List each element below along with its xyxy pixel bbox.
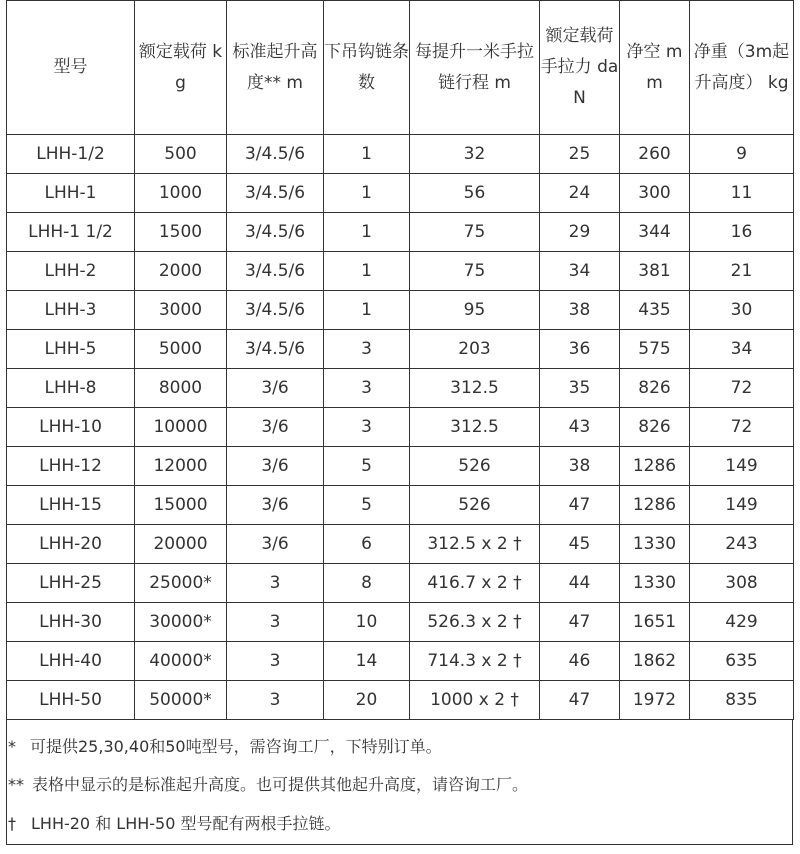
footnote-mark: † <box>8 814 16 833</box>
header-headroom: 净空 mm <box>620 1 690 135</box>
cell-hand-chain-travel: 416.7 x 2 † <box>410 564 540 603</box>
cell-net-weight: 635 <box>690 642 794 681</box>
cell-chain-falls: 5 <box>324 486 410 525</box>
cell-headroom: 1286 <box>620 447 690 486</box>
table-row <box>7 135 794 174</box>
cell-lift-height: 3/4.5/6 <box>227 291 324 330</box>
footnote-item <box>7 734 442 757</box>
spec-table-container <box>6 0 793 845</box>
cell-hand-pull: 34 <box>540 252 620 291</box>
cell-rated-load: 3000 <box>135 291 227 330</box>
cell-rated-load: 20000 <box>135 525 227 564</box>
cell-lift-height: 3/6 <box>227 486 324 525</box>
cell-lift-height: 3 <box>227 642 324 681</box>
cell-rated-load: 8000 <box>135 369 227 408</box>
cell-hand-chain-travel: 95 <box>410 291 540 330</box>
cell-model: LHH-2 <box>7 252 135 291</box>
cell-model: LHH-1 <box>7 174 135 213</box>
cell-chain-falls: 1 <box>324 252 410 291</box>
cell-rated-load: 10000 <box>135 408 227 447</box>
cell-net-weight: 16 <box>690 213 794 252</box>
cell-chain-falls: 3 <box>324 369 410 408</box>
header-hand-chain-travel: 每提升一米手拉链行程 m <box>410 1 540 135</box>
cell-model: LHH-5 <box>7 330 135 369</box>
cell-model: LHH-1 1/2 <box>7 213 135 252</box>
cell-headroom: 826 <box>620 408 690 447</box>
cell-model: LHH-25 <box>7 564 135 603</box>
cell-hand-pull: 38 <box>540 291 620 330</box>
footnote-text: 可提供25,30,40和50吨型号，需咨询工厂，下特别订单。 <box>30 737 442 756</box>
cell-lift-height: 3 <box>227 603 324 642</box>
cell-rated-load: 30000* <box>135 603 227 642</box>
header-hand-pull: 额定载荷手拉力 daN <box>540 1 620 135</box>
cell-rated-load: 1500 <box>135 213 227 252</box>
cell-hand-pull: 38 <box>540 447 620 486</box>
cell-chain-falls: 8 <box>324 564 410 603</box>
cell-headroom: 1286 <box>620 486 690 525</box>
cell-net-weight: 34 <box>690 330 794 369</box>
cell-chain-falls: 1 <box>324 135 410 174</box>
cell-lift-height: 3 <box>227 681 324 720</box>
cell-model: LHH-30 <box>7 603 135 642</box>
footnote-text: LHH-20 和 LHH-50 型号配有两根手拉链。 <box>31 814 341 833</box>
footnote-text: 表格中显示的是标准起升高度。也可提供其他起升高度，请咨询工厂。 <box>32 775 529 794</box>
footnotes <box>6 720 793 845</box>
cell-hand-chain-travel: 312.5 x 2 † <box>410 525 540 564</box>
cell-lift-height: 3/6 <box>227 525 324 564</box>
footnote-mark: * <box>8 737 16 756</box>
cell-headroom: 1972 <box>620 681 690 720</box>
cell-model: LHH-50 <box>7 681 135 720</box>
header-lift-height: 标准起升高度** m <box>227 1 324 135</box>
cell-model: LHH-20 <box>7 525 135 564</box>
cell-headroom: 1862 <box>620 642 690 681</box>
table-row <box>7 408 794 447</box>
cell-model: LHH-1/2 <box>7 135 135 174</box>
footnote-item <box>7 772 528 795</box>
table-row <box>7 252 794 291</box>
table-row <box>7 564 794 603</box>
cell-hand-pull: 36 <box>540 330 620 369</box>
header-model: 型号 <box>7 1 135 135</box>
cell-hand-pull: 47 <box>540 681 620 720</box>
cell-hand-chain-travel: 75 <box>410 252 540 291</box>
cell-chain-falls: 14 <box>324 642 410 681</box>
cell-lift-height: 3/6 <box>227 447 324 486</box>
cell-headroom: 575 <box>620 330 690 369</box>
cell-net-weight: 429 <box>690 603 794 642</box>
footnote-item <box>7 811 340 834</box>
cell-headroom: 1330 <box>620 525 690 564</box>
cell-net-weight: 72 <box>690 369 794 408</box>
cell-rated-load: 12000 <box>135 447 227 486</box>
cell-net-weight: 149 <box>690 447 794 486</box>
cell-hand-pull: 29 <box>540 213 620 252</box>
cell-model: LHH-3 <box>7 291 135 330</box>
cell-lift-height: 3/6 <box>227 369 324 408</box>
cell-chain-falls: 10 <box>324 603 410 642</box>
cell-model: LHH-8 <box>7 369 135 408</box>
cell-lift-height: 3/4.5/6 <box>227 213 324 252</box>
cell-hand-chain-travel: 32 <box>410 135 540 174</box>
header-rated-load: 额定载荷 kg <box>135 1 227 135</box>
cell-net-weight: 30 <box>690 291 794 330</box>
table-row <box>7 525 794 564</box>
cell-hand-chain-travel: 312.5 <box>410 369 540 408</box>
cell-chain-falls: 1 <box>324 213 410 252</box>
header-chain-falls: 下吊钩链条数 <box>324 1 410 135</box>
cell-lift-height: 3/4.5/6 <box>227 330 324 369</box>
cell-chain-falls: 3 <box>324 330 410 369</box>
table-row <box>7 369 794 408</box>
cell-net-weight: 11 <box>690 174 794 213</box>
cell-chain-falls: 20 <box>324 681 410 720</box>
cell-headroom: 344 <box>620 213 690 252</box>
cell-hand-chain-travel: 56 <box>410 174 540 213</box>
cell-headroom: 826 <box>620 369 690 408</box>
cell-model: LHH-15 <box>7 486 135 525</box>
cell-headroom: 1330 <box>620 564 690 603</box>
cell-hand-pull: 44 <box>540 564 620 603</box>
cell-net-weight: 149 <box>690 486 794 525</box>
cell-net-weight: 308 <box>690 564 794 603</box>
cell-model: LHH-40 <box>7 642 135 681</box>
cell-hand-chain-travel: 714.3 x 2 † <box>410 642 540 681</box>
cell-net-weight: 21 <box>690 252 794 291</box>
cell-rated-load: 500 <box>135 135 227 174</box>
cell-hand-pull: 24 <box>540 174 620 213</box>
cell-lift-height: 3/4.5/6 <box>227 252 324 291</box>
table-row <box>7 447 794 486</box>
cell-hand-pull: 47 <box>540 486 620 525</box>
cell-hand-pull: 47 <box>540 603 620 642</box>
cell-hand-pull: 45 <box>540 525 620 564</box>
cell-lift-height: 3/4.5/6 <box>227 135 324 174</box>
cell-net-weight: 243 <box>690 525 794 564</box>
cell-hand-pull: 43 <box>540 408 620 447</box>
table-row <box>7 174 794 213</box>
cell-rated-load: 40000* <box>135 642 227 681</box>
cell-rated-load: 25000* <box>135 564 227 603</box>
cell-rated-load: 5000 <box>135 330 227 369</box>
cell-hand-chain-travel: 526.3 x 2 † <box>410 603 540 642</box>
table-row <box>7 681 794 720</box>
cell-rated-load: 15000 <box>135 486 227 525</box>
cell-headroom: 260 <box>620 135 690 174</box>
header-net-weight: 净重（3m起升高度） kg <box>690 1 794 135</box>
cell-chain-falls: 6 <box>324 525 410 564</box>
cell-hand-pull: 35 <box>540 369 620 408</box>
cell-hand-chain-travel: 526 <box>410 447 540 486</box>
cell-net-weight: 9 <box>690 135 794 174</box>
cell-net-weight: 835 <box>690 681 794 720</box>
cell-net-weight: 72 <box>690 408 794 447</box>
cell-hand-chain-travel: 75 <box>410 213 540 252</box>
cell-rated-load: 2000 <box>135 252 227 291</box>
cell-model: LHH-10 <box>7 408 135 447</box>
cell-lift-height: 3/6 <box>227 408 324 447</box>
cell-lift-height: 3 <box>227 564 324 603</box>
table-row <box>7 486 794 525</box>
cell-hand-chain-travel: 526 <box>410 486 540 525</box>
cell-hand-pull: 25 <box>540 135 620 174</box>
table-row <box>7 291 794 330</box>
table-row <box>7 213 794 252</box>
table-row <box>7 603 794 642</box>
cell-rated-load: 50000* <box>135 681 227 720</box>
cell-hand-chain-travel: 1000 x 2 † <box>410 681 540 720</box>
table-row <box>7 642 794 681</box>
cell-hand-chain-travel: 312.5 <box>410 408 540 447</box>
cell-rated-load: 1000 <box>135 174 227 213</box>
table-header-row <box>7 1 794 135</box>
cell-chain-falls: 1 <box>324 291 410 330</box>
cell-hand-pull: 46 <box>540 642 620 681</box>
cell-lift-height: 3/4.5/6 <box>227 174 324 213</box>
cell-headroom: 435 <box>620 291 690 330</box>
cell-chain-falls: 5 <box>324 447 410 486</box>
cell-headroom: 300 <box>620 174 690 213</box>
cell-hand-chain-travel: 203 <box>410 330 540 369</box>
footnote-mark: ** <box>8 775 24 794</box>
spec-table <box>6 0 794 720</box>
cell-model: LHH-12 <box>7 447 135 486</box>
cell-headroom: 1651 <box>620 603 690 642</box>
cell-headroom: 381 <box>620 252 690 291</box>
table-body <box>7 135 794 720</box>
table-row <box>7 330 794 369</box>
cell-chain-falls: 3 <box>324 408 410 447</box>
cell-chain-falls: 1 <box>324 174 410 213</box>
